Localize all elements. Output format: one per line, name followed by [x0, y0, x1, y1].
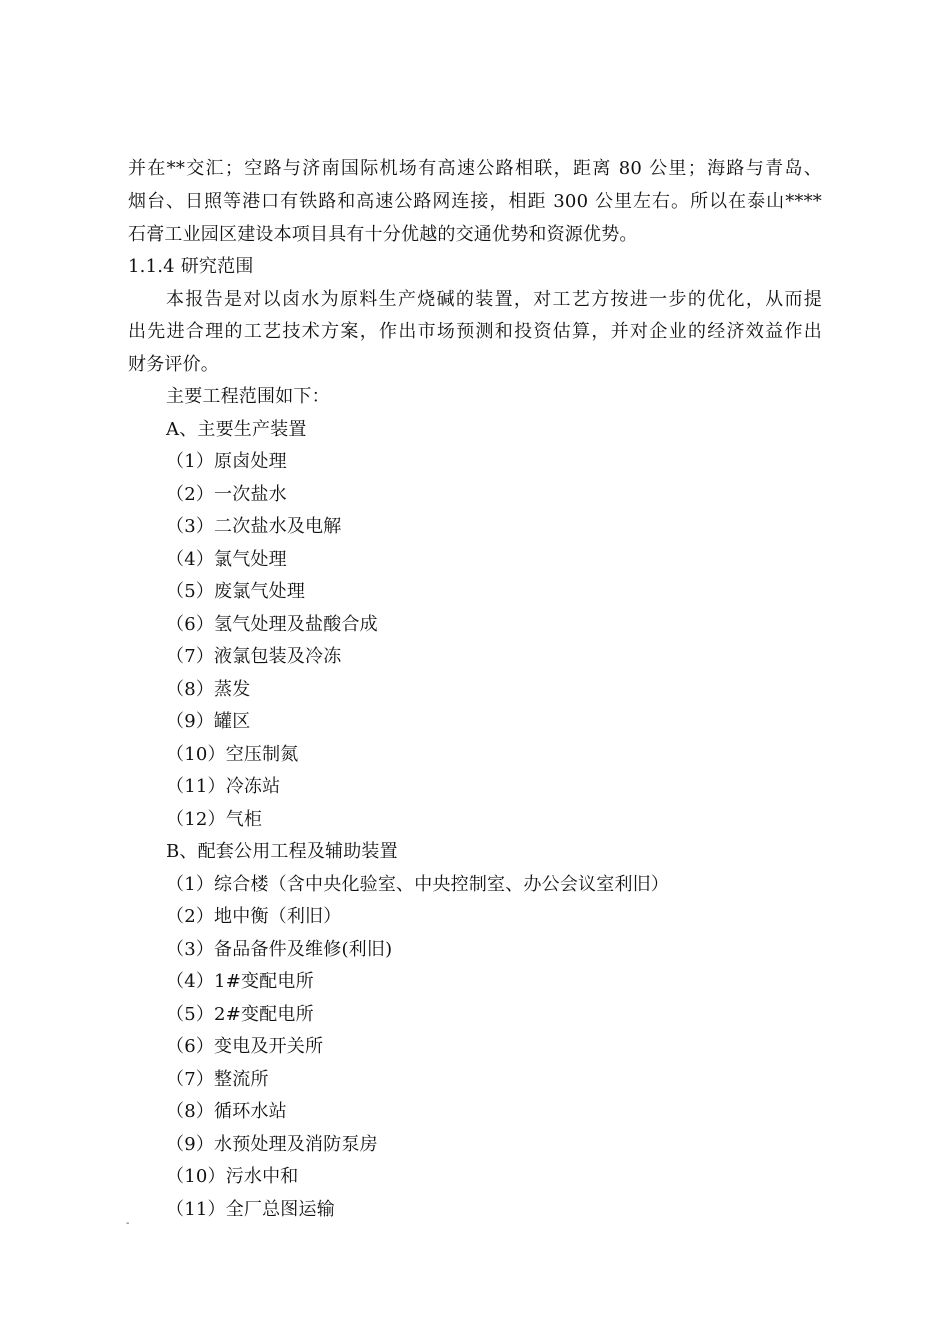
scope-intro: 主要工程范围如下：	[166, 386, 330, 407]
paragraph-line-3: 财务评价。	[128, 354, 219, 375]
list-item: （4）1#变配电所	[166, 971, 314, 992]
list-item: （4）氯气处理	[166, 549, 287, 570]
list-item: （11）全厂总图运输	[166, 1199, 335, 1220]
group-b-title: B、配套公用工程及辅助装置	[166, 841, 398, 862]
list-item: （5）2#变配电所	[166, 1004, 314, 1025]
list-item: （10）污水中和	[166, 1166, 299, 1187]
paragraph-line-1: 本报告是对以卤水为原料生产烧碱的装置，对工艺方按进一步的优化，从而提	[166, 289, 822, 310]
list-item: （1）综合楼（含中央化验室、中央控制室、办公会议室利旧）	[166, 874, 670, 895]
list-item: （3）二次盐水及电解	[166, 516, 342, 537]
intro-line-3: 石膏工业园区建设本项目具有十分优越的交通优势和资源优势。	[128, 224, 638, 245]
list-item: （11）冷冻站	[166, 776, 281, 797]
list-item: （5）废氯气处理	[166, 581, 306, 602]
list-item: （2）地中衡（利旧）	[166, 906, 342, 927]
list-item: （8）蒸发	[166, 679, 251, 700]
list-item: （8）循环水站	[166, 1101, 287, 1122]
intro-line-2: 烟台、日照等港口有铁路和高速公路网连接，相距 300 公里左右。所以在泰山****	[128, 191, 822, 212]
list-item: （3）备品备件及维修(利旧)	[166, 939, 393, 960]
list-item: （7）液氯包装及冷冻	[166, 646, 342, 667]
group-a-title: A、主要生产装置	[166, 419, 307, 440]
list-item: （10）空压制氮	[166, 744, 299, 765]
list-item: （7）整流所	[166, 1069, 269, 1090]
list-item: （6）氢气处理及盐酸合成	[166, 614, 378, 635]
list-item: （9）罐区	[166, 711, 251, 732]
intro-line-1: 并在**交汇；空路与济南国际机场有高速公路相联，距离 80 公里；海路与青岛、	[128, 158, 822, 179]
list-item: （12）气柜	[166, 809, 263, 830]
list-item: （6）变电及开关所	[166, 1036, 324, 1057]
page-footer-mark: -	[126, 1218, 130, 1229]
section-heading: 1.1.4 研究范围	[128, 256, 254, 277]
list-item: （9）水预处理及消防泵房	[166, 1134, 378, 1155]
list-item: （2）一次盐水	[166, 484, 287, 505]
list-item: （1）原卤处理	[166, 451, 287, 472]
paragraph-line-2: 出先进合理的工艺技术方案，作出市场预测和投资估算，并对企业的经济效益作出	[128, 321, 822, 342]
